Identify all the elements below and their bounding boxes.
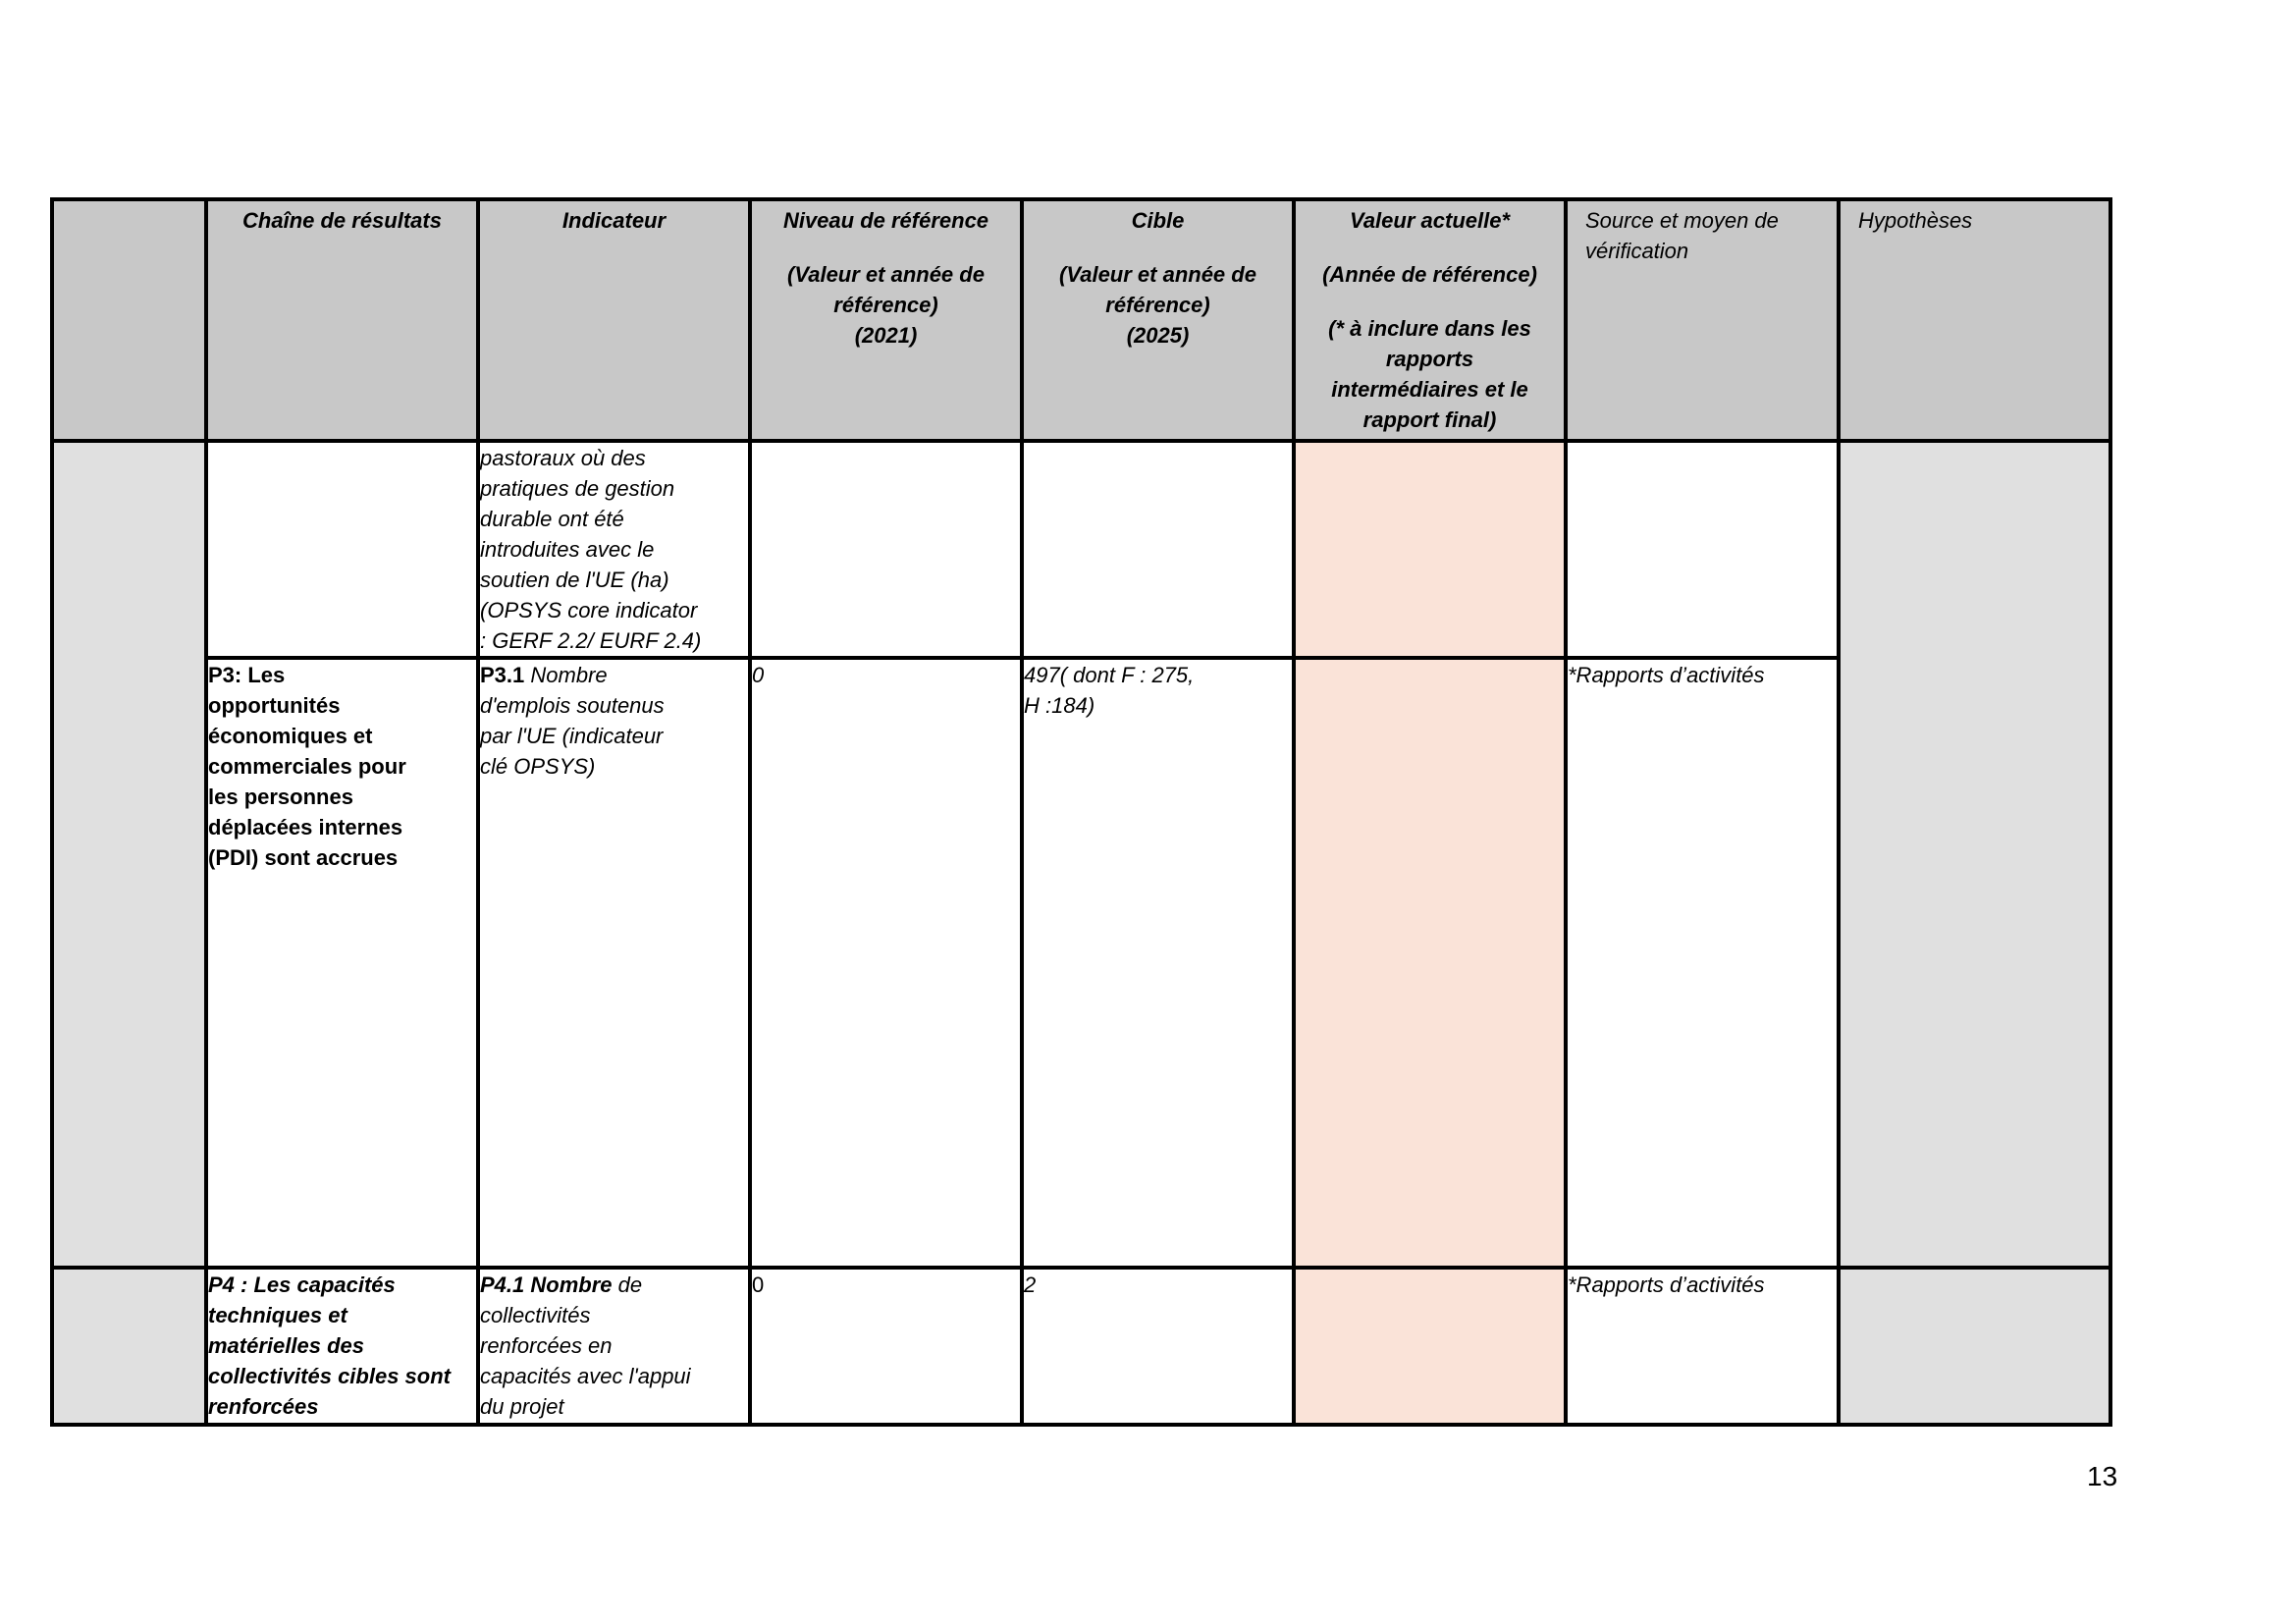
baseline-cell [750,441,1022,658]
target-cell: 2 [1022,1268,1294,1425]
header-target-title: Cible [1131,208,1185,233]
header-target-sub2: référence) [1105,293,1210,317]
chain-line: déplacées internes [208,815,403,839]
indicator-line: du projet [480,1394,564,1419]
baseline-cell: 0 [750,1268,1022,1425]
indicator-line: clé OPSYS) [480,754,596,779]
header-chain: Chaîne de résultats [206,199,478,441]
header-target [1022,199,1294,441]
chain-line: P4 : Les capacités [208,1272,396,1297]
table-row [52,1268,2110,1425]
indicator-line: capacités avec l'appui [480,1364,691,1388]
chain-line: techniques et [208,1303,347,1327]
indicator-code: P3.1 [480,663,525,687]
source-cell: *Rapports d’activités [1566,1268,1839,1425]
indicator-line: pratiques de gestion [480,476,675,501]
chain-line: : Les [234,663,286,687]
header-hypotheses: Hypothèses [1839,199,2110,441]
header-source [1566,199,1839,441]
page-number: 13 [2087,1461,2118,1491]
current-value-cell [1294,658,1566,1268]
chain-line: renforcées [208,1394,319,1419]
header-baseline-sub1: (Valeur et année de [787,262,985,287]
header-current-title: Valeur actuelle* [1349,208,1511,233]
indicator-code: P4.1 Nombre [480,1272,613,1297]
target-line: H :184) [1024,693,1095,718]
hypotheses-cell [1839,441,2110,1268]
header-target-year: (2025) [1126,323,1190,348]
source-cell [1566,441,1839,658]
table-row [52,441,2110,658]
header-source-line2: vérification [1585,239,1689,263]
target-cell [1022,658,1294,1268]
chain-line: (PDI) sont accrues [208,845,399,870]
header-baseline-year: (2021) [854,323,918,348]
chain-line: les personnes [208,785,353,809]
header-lead [52,199,206,441]
lead-cell [52,441,206,1268]
header-baseline-sub2: référence) [833,293,938,317]
chain-cell [206,658,478,1268]
current-value-cell [1294,1268,1566,1425]
header-current-note1: (* à inclure dans les [1328,316,1531,341]
source-cell: *Rapports d’activités [1566,658,1839,1268]
header-baseline-title: Niveau de référence [782,208,989,233]
chain-line: matérielles des [208,1333,364,1358]
indicator-line: de [617,1272,643,1297]
header-source-line1: Source et moyen de [1585,208,1779,233]
indicator-line: d'emplois soutenus [480,693,665,718]
table-row [52,658,2110,1268]
lead-cell [52,1268,206,1425]
chain-code: P3 [208,663,235,687]
chain-line: économiques et [208,724,373,748]
indicator-line: Nombre [530,663,608,687]
chain-line: opportunités [208,693,341,718]
indicator-line: par l'UE (indicateur [480,724,664,748]
current-value-cell [1294,441,1566,658]
indicator-line: pastoraux où des [480,446,646,470]
baseline-cell: 0 [750,658,1022,1268]
chain-line: collectivités cibles sont [208,1364,451,1388]
chain-line: commerciales pour [208,754,406,779]
header-current-note4: rapport final) [1362,407,1497,432]
indicator-line: collectivités [480,1303,591,1327]
indicator-line: : GERF 2.2/ EURF 2.4) [480,628,702,653]
header-row [52,199,2110,441]
indicator-cell [478,658,750,1268]
indicator-line: durable ont été [480,507,624,531]
indicator-line: renforcées en [480,1333,613,1358]
target-cell [1022,441,1294,658]
indicator-line: introduites avec le [480,537,655,562]
header-indicator: Indicateur [478,199,750,441]
indicator-cell [478,1268,750,1425]
indicator-line: (OPSYS core indicator [480,598,698,623]
header-target-sub1: (Valeur et année de [1059,262,1256,287]
hypotheses-cell [1839,1268,2110,1425]
header-current-note2: rapports [1385,347,1474,371]
indicator-cell [478,441,750,658]
chain-cell [206,441,478,658]
indicator-line: soutien de l'UE (ha) [480,568,669,592]
header-current-note3: intermédiaires et le [1331,377,1528,402]
header-baseline [750,199,1022,441]
target-line: 497( dont F : 275, [1024,663,1195,687]
results-framework-table [50,197,2112,1427]
header-current-sub: (Année de référence) [1322,262,1537,287]
chain-cell [206,1268,478,1425]
header-current [1294,199,1566,441]
